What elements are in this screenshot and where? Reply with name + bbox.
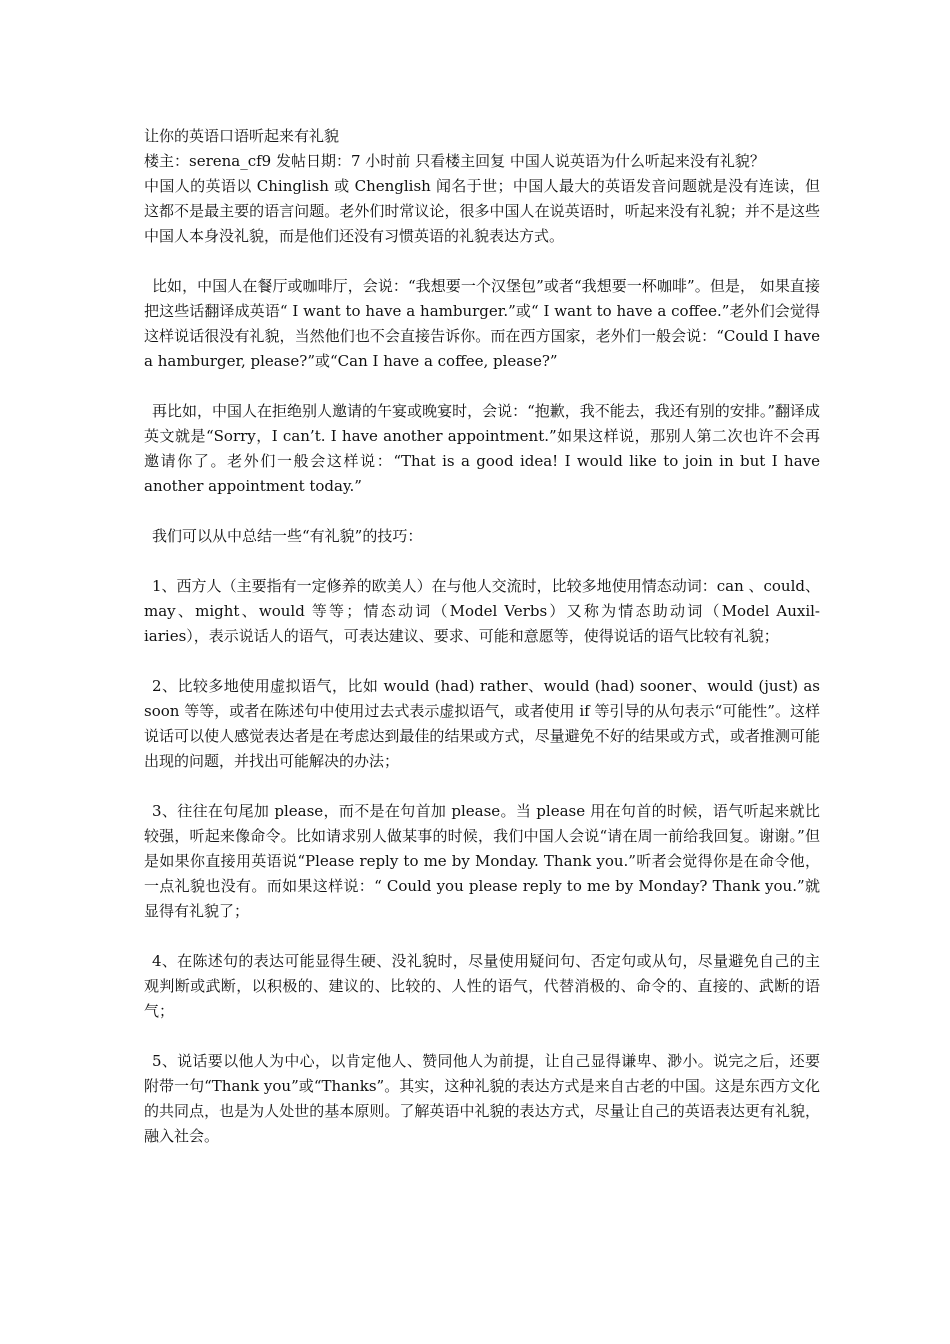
paragraph-gap — [144, 649, 820, 674]
paragraph-gap — [144, 499, 820, 524]
tip-item-1: 1、西方人（主要指有一定修养的欧美人）在与他人交流时，比较多地使用情态动词：can 、could、may、might、would 等等；情态动词（Model Verbs）又称为情态助动词（Model Auxil-iaries），表示说话人的语气，可表达建议、要求、可能和意愿等，使得说话的语气比较有礼貌； — [144, 577, 820, 645]
paragraph-gap — [144, 249, 820, 274]
paragraph-gap — [144, 774, 820, 799]
post-byline: 楼主：serena_cf9 发帖日期：7 小时前 只看楼主回复 中国人说英语为什么听起来没有礼貌？ — [144, 152, 765, 170]
paragraph-invitation-example: 再比如，中国人在拒绝别人邀请的午宴或晚宴时，会说：“抱歉，我不能去，我还有别的安排。”翻译成英文就是“Sorry，I can’t. I have another appointment.”如果这样说，那别人第二次也许不会再邀请你了。老外们一般会这样说：“That is a good idea! I would like to join in but I have another appointment today.” — [144, 402, 820, 495]
paragraph-gap — [144, 924, 820, 949]
paragraph-gap — [144, 1024, 820, 1049]
paragraph-gap — [144, 374, 820, 399]
tip-item-2: 2、比较多地使用虚拟语气，比如 would (had) rather、would (had) sooner、would (just) as soon 等等，或者在陈述句中使用过去式表示虚拟语气，或者使用 if 等引导的从句表示“可能性”。这样说话可以使人感觉表达者是在考虑达到最佳的结果或方式，尽量避免不好的结果或方式，或者推测可能出现的问题，并找出可能解决的办法； — [144, 677, 820, 770]
paragraph-gap — [144, 549, 820, 574]
paragraph-tips-heading: 我们可以从中总结一些“有礼貌”的技巧： — [152, 527, 423, 545]
intro-paragraph: 中国人的英语以 Chinglish 或 Chenglish 闻名于世；中国人最大的英语发音问题就是没有连读，但这都不是最主要的语言问题。老外们时常议论，很多中国人在说英语时，听起来没有礼貌；并不是这些中国人本身没礼貌，而是他们还没有习惯英语的礼貌表达方式。 — [144, 177, 820, 245]
document-body — [144, 124, 820, 1149]
paragraph-restaurant-example: 比如，中国人在餐厅或咖啡厅，会说：“我想要一个汉堡包”或者“我想要一杯咖啡”。但是， 如果直接把这些话翻译成英语“ I want to have a hamburger.”或“ I want to have a coffee.”老外们会觉得这样说话很没有礼貌，当然他们也不会直接告诉你。而在西方国家，老外们一般会说：“Could I have a hamburger, please?”或“Can I have a coffee, please?” — [144, 277, 820, 370]
tip-item-4: 4、在陈述句的表达可能显得生硬、没礼貌时，尽量使用疑问句、否定句或从句，尽量避免自己的主观判断或武断，以积极的、建议的、比较的、人性的语气，代替消极的、命令的、直接的、武断的语气； — [144, 952, 820, 1020]
tip-item-5: 5、说话要以他人为中心，以肯定他人、赞同他人为前提，让自己显得谦卑、渺小。说完之后，还要附带一句“Thank you”或“Thanks”。其实，这种礼貌的表达方式是来自古老的中国。这是东西方文化的共同点，也是为人处世的基本原则。了解英语中礼貌的表达方式，尽量让自己的英语表达更有礼貌，融入社会。 — [144, 1052, 820, 1145]
document-title: 让你的英语口语听起来有礼貌 — [144, 127, 340, 145]
tip-item-3: 3、往往在句尾加 please，而不是在句首加 please。当 please 用在句首的时候，语气听起来就比较强，听起来像命令。比如请求别人做某事的时候，我们中国人会说“请在周一前给我回复。谢谢。”但是如果你直接用英语说“Please reply to me by Monday. Thank you.”听者会觉得你是在命令他，一点礼貌也没有。而如果这样说：“ Could you please reply to me by Monday? Thank you.”就显得有礼貌了； — [144, 802, 820, 920]
